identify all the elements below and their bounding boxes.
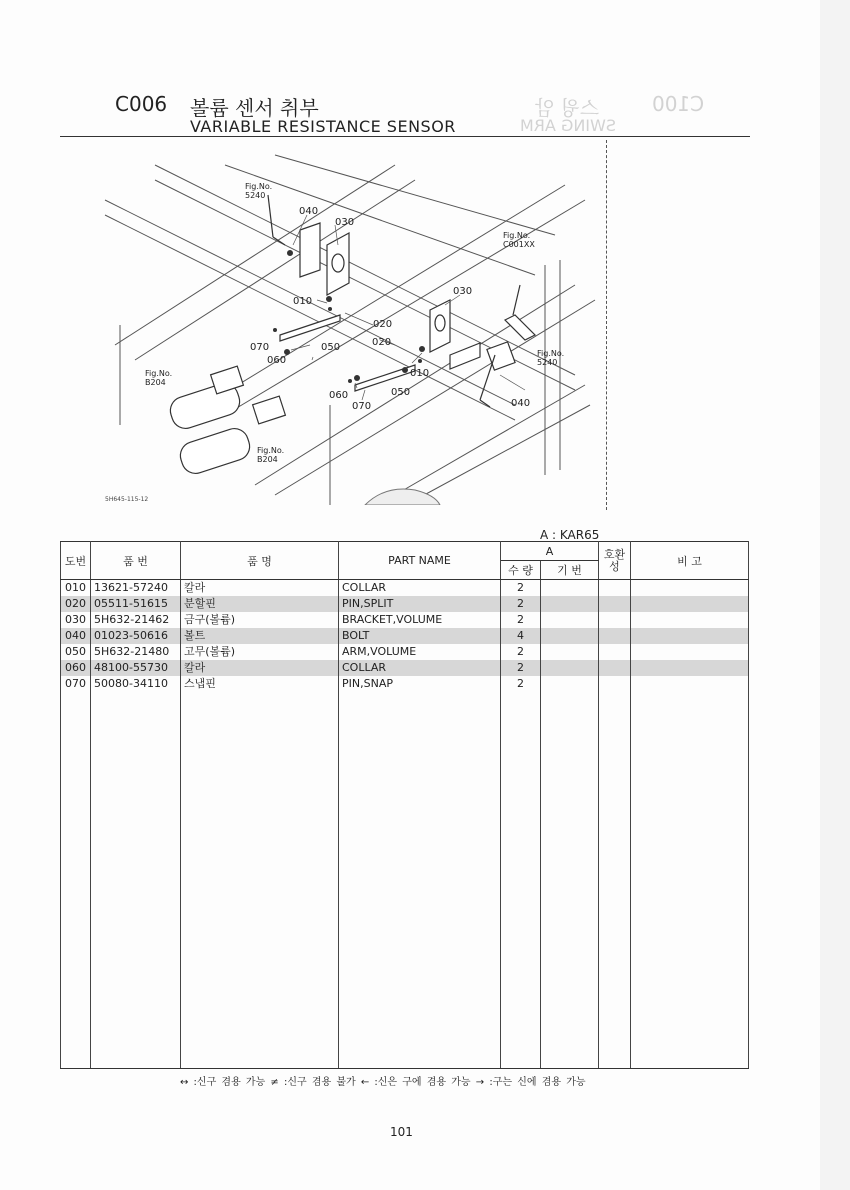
cell-base — [541, 596, 599, 612]
fig-ref-label: Fig.No. — [257, 446, 285, 455]
table-row — [61, 660, 749, 676]
fig-ref-label: Fig.No. — [503, 231, 531, 240]
cell-interchange — [599, 596, 631, 612]
fig-ref-label: Fig.No. — [537, 349, 565, 358]
fig-ref-value: B204 — [145, 378, 166, 387]
table-row — [61, 676, 749, 692]
cell-remarks — [631, 628, 749, 644]
cell-remarks — [631, 596, 749, 612]
drawing-code: 5H645-115-12 — [105, 496, 149, 503]
cell-part-no: 5H632-21480 — [91, 644, 181, 660]
header-qty: 수 량 — [501, 561, 541, 580]
cell-name-kr: 볼트 — [181, 628, 339, 644]
cell-qty: 2 — [501, 676, 541, 692]
cell-remarks — [631, 580, 749, 597]
cell-remarks — [631, 644, 749, 660]
cell-base — [541, 628, 599, 644]
fig-ref-label: Fig.No. — [145, 369, 173, 378]
cell-part-name: BRACKET,VOLUME — [339, 612, 501, 628]
callout-050: 050 — [391, 387, 411, 398]
cell-base — [541, 676, 599, 692]
fig-ref-value: 5240 — [245, 191, 266, 200]
fig-ref-value: C001XX — [503, 240, 535, 249]
cell-part-name: COLLAR — [339, 660, 501, 676]
exploded-view-diagram — [95, 145, 605, 505]
callout-070: 070 — [250, 342, 270, 353]
cell-interchange — [599, 644, 631, 660]
cell-qty: 4 — [501, 628, 541, 644]
compatibility-legend: ↔ :신구 겸용 가능 ≠ :신구 겸용 불가 ← :신은 구에 겸용 가능 → :구는 신에 겸용 가능 — [180, 1077, 586, 1088]
callout-030: 030 — [453, 286, 473, 297]
cell-qty: 2 — [501, 644, 541, 660]
table-row — [61, 596, 749, 612]
cell-name-kr: 고무(볼륨) — [181, 644, 339, 660]
callout-020: 020 — [373, 319, 393, 330]
ghost-code: C100 — [652, 92, 705, 116]
cell-qty: 2 — [501, 596, 541, 612]
cell-part-name: PIN,SPLIT — [339, 596, 501, 612]
cell-qty: 2 — [501, 580, 541, 597]
callout-050: 050 — [321, 342, 341, 353]
callout-010: 010 — [410, 368, 430, 379]
fig-ref-value: 5240 — [537, 358, 558, 367]
callout-030: 030 — [335, 217, 355, 228]
title-rule — [60, 136, 750, 137]
cell-remarks — [631, 612, 749, 628]
cell-interchange — [599, 580, 631, 597]
cell-qty: 2 — [501, 612, 541, 628]
section-code: C006 — [115, 92, 168, 116]
table-row — [61, 628, 749, 644]
cell-no: 020 — [61, 596, 91, 612]
cell-no: 030 — [61, 612, 91, 628]
cell-no: 010 — [61, 580, 91, 597]
cell-no: 050 — [61, 644, 91, 660]
cell-interchange — [599, 660, 631, 676]
cell-name-kr: 스냅핀 — [181, 676, 339, 692]
cell-part-no: 48100-55730 — [91, 660, 181, 676]
header-base: 기 번 — [541, 561, 599, 580]
cell-base — [541, 612, 599, 628]
cell-part-no: 01023-50616 — [91, 628, 181, 644]
cell-name-kr: 칼라 — [181, 660, 339, 676]
ghost-title-en: SWING ARM — [520, 116, 617, 135]
cell-part-name: BOLT — [339, 628, 501, 644]
fig-ref-value: B204 — [257, 455, 278, 464]
parts-table — [60, 541, 749, 1069]
cell-name-kr: 금구(볼륨) — [181, 612, 339, 628]
cell-name-kr: 칼라 — [181, 580, 339, 597]
fig-ref-label: Fig.No. — [245, 182, 273, 191]
header-no: 도번 — [61, 542, 91, 580]
page-number: 101 — [390, 1125, 413, 1139]
header-group-a: A — [501, 542, 599, 561]
cell-interchange — [599, 676, 631, 692]
callout-020: 020 — [372, 337, 392, 348]
table-row — [61, 580, 749, 597]
section-title-kr: 볼륨 센서 취부 — [190, 96, 319, 120]
header-remarks: 비 고 — [631, 542, 749, 580]
cell-base — [541, 580, 599, 597]
cell-interchange — [599, 612, 631, 628]
cell-qty: 2 — [501, 660, 541, 676]
cell-name-kr: 분할핀 — [181, 596, 339, 612]
table-row — [61, 612, 749, 628]
cell-base — [541, 660, 599, 676]
table-empty-area — [61, 692, 749, 1069]
callout-070: 070 — [352, 401, 372, 412]
cell-part-no: 5H632-21462 — [91, 612, 181, 628]
model-code: A : KAR65 — [540, 528, 600, 542]
cell-no: 070 — [61, 676, 91, 692]
cell-part-no: 50080-34110 — [91, 676, 181, 692]
header-part-name: PART NAME — [339, 542, 501, 580]
callout-010: 010 — [293, 296, 313, 307]
callout-060: 060 — [267, 355, 287, 366]
cell-part-no: 13621-57240 — [91, 580, 181, 597]
header-name-kr: 품 명 — [181, 542, 339, 580]
cell-no: 040 — [61, 628, 91, 644]
cell-interchange — [599, 628, 631, 644]
header-part-no: 품 번 — [91, 542, 181, 580]
cell-remarks — [631, 660, 749, 676]
callout-040: 040 — [511, 398, 531, 409]
header-interchange: 호환성 — [599, 542, 631, 580]
callout-040: 040 — [299, 206, 319, 217]
section-divider — [606, 140, 607, 510]
cell-part-name: ARM,VOLUME — [339, 644, 501, 660]
scan-edge — [820, 0, 850, 1190]
ghost-title-kr: 스윙 암 — [535, 96, 600, 120]
table-row — [61, 644, 749, 660]
cell-remarks — [631, 676, 749, 692]
cell-part-name: PIN,SNAP — [339, 676, 501, 692]
cell-base — [541, 644, 599, 660]
cell-no: 060 — [61, 660, 91, 676]
cell-part-name: COLLAR — [339, 580, 501, 597]
section-title-en: VARIABLE RESISTANCE SENSOR — [190, 117, 456, 136]
callout-060: 060 — [329, 390, 349, 401]
cell-part-no: 05511-51615 — [91, 596, 181, 612]
